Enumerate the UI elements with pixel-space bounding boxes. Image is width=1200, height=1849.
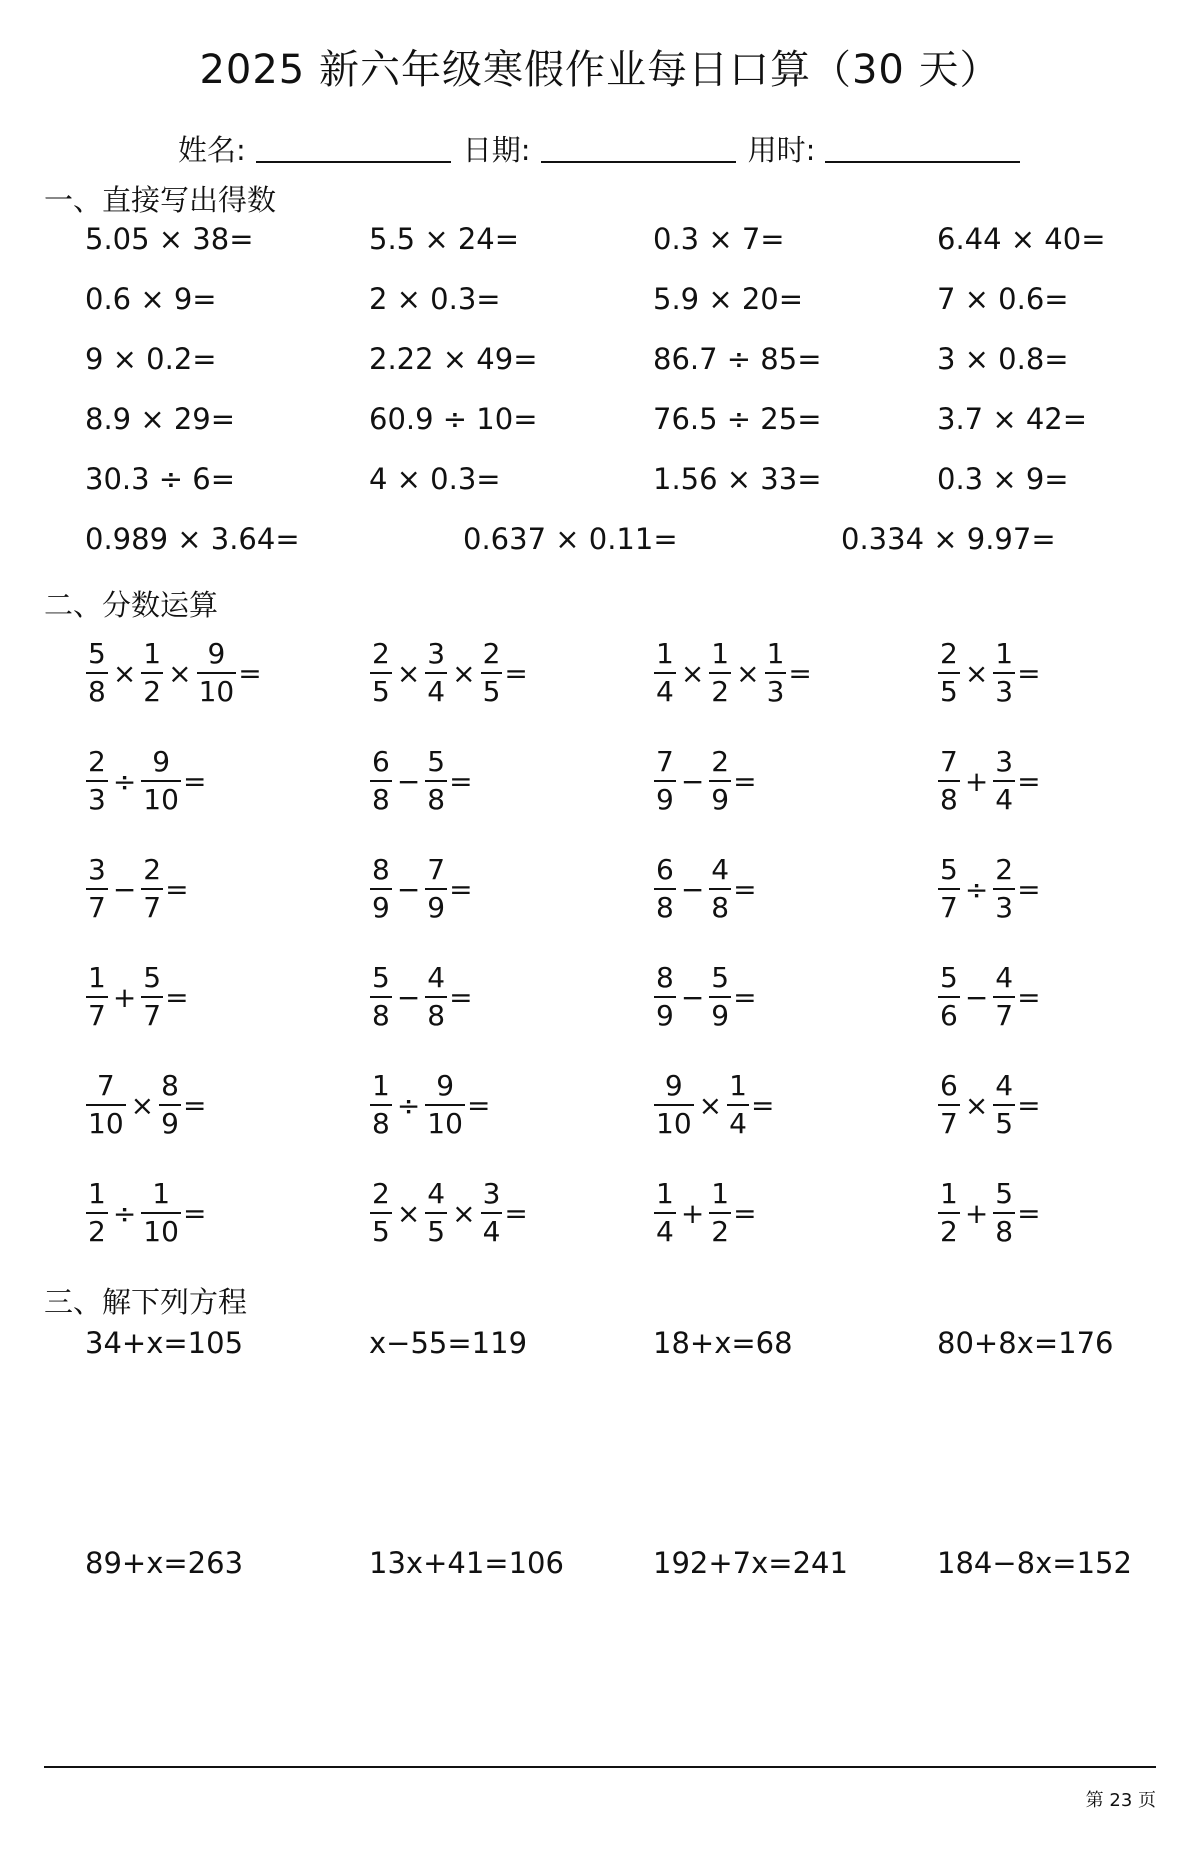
fraction-problem (937, 745, 1041, 816)
denominator: 9 (159, 1104, 181, 1138)
denominator: 2 (709, 672, 731, 706)
numerator: 4 (995, 1069, 1014, 1102)
equals-sign: = (449, 872, 473, 906)
equals-sign: = (733, 764, 757, 798)
numerator: 9 (436, 1069, 455, 1102)
numerator: 1 (88, 961, 106, 994)
direct-problem: 3.7 × 42= (937, 402, 1088, 436)
operator: × (130, 1088, 155, 1122)
operator: × (964, 1088, 989, 1122)
numerator: 3 (427, 637, 446, 670)
fraction (370, 1177, 392, 1248)
operator: − (964, 980, 989, 1014)
fraction (654, 961, 676, 1032)
fraction (993, 961, 1015, 1032)
numerator: 2 (372, 1177, 390, 1210)
equation-problem: 34+x=105 (85, 1326, 244, 1360)
fraction (197, 637, 237, 708)
equals-sign: = (238, 656, 262, 690)
numerator: 2 (711, 745, 730, 778)
denominator: 9 (654, 996, 676, 1030)
fraction (86, 853, 108, 924)
fraction (159, 1069, 181, 1140)
numerator: 5 (711, 961, 730, 994)
operator: × (736, 656, 760, 690)
direct-problem: 4 × 0.3= (369, 462, 501, 496)
fraction (727, 1069, 749, 1140)
numerator: 6 (940, 1069, 958, 1102)
numerator: 2 (482, 637, 501, 670)
direct-problem: 0.3 × 9= (937, 462, 1069, 496)
time-label: 用时: (747, 133, 816, 167)
fraction (938, 745, 960, 816)
denominator: 5 (370, 672, 392, 706)
fraction (425, 637, 447, 708)
fraction-problem (653, 637, 812, 708)
denominator: 8 (709, 888, 731, 922)
numerator: 1 (656, 637, 674, 670)
equals-sign: = (449, 764, 473, 798)
operator: × (964, 656, 989, 690)
equals-sign: = (733, 1196, 757, 1230)
direct-problem: 9 × 0.2= (85, 342, 217, 376)
denominator: 3 (993, 672, 1015, 706)
date-blank (541, 160, 736, 163)
fraction (709, 745, 731, 816)
operator: + (964, 764, 989, 798)
equals-sign: = (733, 980, 757, 1014)
equals-sign: = (733, 872, 757, 906)
fraction (993, 1177, 1015, 1248)
equals-sign: = (165, 872, 189, 906)
numerator: 5 (143, 961, 162, 994)
fraction (481, 637, 503, 708)
denominator: 10 (141, 780, 181, 814)
numerator: 9 (152, 745, 171, 778)
denominator: 8 (425, 780, 447, 814)
numerator: 4 (711, 853, 730, 886)
denominator: 3 (993, 888, 1015, 922)
fraction (709, 1177, 731, 1248)
direct-problem: 7 × 0.6= (937, 282, 1069, 316)
fraction-problem (85, 1177, 207, 1248)
fraction (86, 1069, 126, 1140)
fraction (86, 745, 108, 816)
numerator: 7 (656, 745, 674, 778)
equals-sign: = (449, 980, 473, 1014)
denominator: 7 (938, 888, 960, 922)
denominator: 7 (993, 996, 1015, 1030)
direct-problem: 76.5 ÷ 25= (653, 402, 822, 436)
operator: ÷ (112, 1196, 137, 1230)
equals-sign: = (1017, 980, 1041, 1014)
fraction-problem (85, 637, 262, 708)
denominator: 2 (938, 1212, 960, 1246)
operator: − (680, 872, 705, 906)
operator: ÷ (964, 872, 989, 906)
fraction (993, 745, 1015, 816)
fraction (938, 853, 960, 924)
denominator: 10 (86, 1104, 126, 1138)
denominator: 8 (86, 672, 108, 706)
operator: × (168, 656, 192, 690)
fraction-problem (653, 745, 757, 816)
numerator: 1 (711, 637, 730, 670)
date-label: 日期: (462, 133, 531, 167)
fraction (86, 1177, 108, 1248)
numerator: 5 (88, 637, 106, 670)
direct-problem: 1.56 × 33= (653, 462, 822, 496)
fraction (425, 1177, 447, 1248)
denominator: 2 (709, 1212, 731, 1246)
direct-problem: 5.5 × 24= (369, 222, 520, 256)
fraction-problem (653, 853, 757, 924)
denominator: 8 (993, 1212, 1015, 1246)
fraction (141, 853, 163, 924)
equals-sign: = (1017, 1088, 1041, 1122)
direct-problem: 2 × 0.3= (369, 282, 501, 316)
fraction-problem (369, 853, 473, 924)
numerator: 4 (995, 961, 1014, 994)
name-blank (256, 160, 451, 163)
numerator: 3 (482, 1177, 501, 1210)
numerator: 4 (427, 1177, 446, 1210)
fraction (425, 745, 447, 816)
fraction (425, 961, 447, 1032)
footer-divider (44, 1766, 1156, 1768)
denominator: 8 (370, 996, 392, 1030)
operator: × (112, 656, 137, 690)
direct-problem: 60.9 ÷ 10= (369, 402, 538, 436)
fraction (938, 961, 960, 1032)
equals-sign: = (466, 1088, 491, 1122)
direct-problem: 2.22 × 49= (369, 342, 538, 376)
fraction-problem (369, 961, 473, 1032)
direct-problem: 0.3 × 7= (653, 222, 785, 256)
denominator: 5 (481, 672, 503, 706)
operator: − (396, 764, 421, 798)
denominator: 5 (993, 1104, 1015, 1138)
fraction-problem (937, 961, 1041, 1032)
fraction (141, 637, 163, 708)
fraction (709, 961, 731, 1032)
fraction (141, 1177, 181, 1248)
operator: + (680, 1196, 705, 1230)
numerator: 8 (656, 961, 674, 994)
denominator: 6 (938, 996, 960, 1030)
denominator: 4 (481, 1212, 503, 1246)
page-title: 2025 新六年级寒假作业每日口算（30 天） (199, 47, 1001, 93)
denominator: 7 (86, 888, 108, 922)
denominator: 9 (709, 996, 731, 1030)
operator: × (452, 1196, 476, 1230)
fraction (86, 961, 108, 1032)
equation-problem: 89+x=263 (85, 1546, 244, 1580)
numerator: 2 (143, 853, 162, 886)
fraction (938, 1177, 960, 1248)
denominator: 4 (993, 780, 1015, 814)
denominator: 2 (141, 672, 163, 706)
equals-sign: = (1017, 764, 1041, 798)
fraction-problem (369, 745, 473, 816)
name-label: 姓名: (178, 133, 246, 167)
fraction-problem (85, 745, 207, 816)
numerator: 1 (995, 637, 1014, 670)
direct-problem: 0.334 × 9.97= (841, 522, 1056, 556)
fraction (938, 1069, 960, 1140)
numerator: 1 (88, 1177, 106, 1210)
fraction-problem (937, 1069, 1041, 1140)
numerator: 5 (372, 961, 390, 994)
numerator: 3 (995, 745, 1014, 778)
denominator: 3 (86, 780, 108, 814)
direct-problem: 0.637 × 0.11= (463, 522, 678, 556)
direct-problem: 0.989 × 3.64= (85, 522, 300, 556)
equals-sign: = (182, 764, 207, 798)
numerator: 9 (664, 1069, 683, 1102)
denominator: 5 (938, 672, 960, 706)
denominator: 4 (727, 1104, 749, 1138)
equals-sign: = (182, 1088, 207, 1122)
denominator: 5 (370, 1212, 392, 1246)
denominator: 9 (370, 888, 392, 922)
time-blank (825, 160, 1020, 163)
operator: × (698, 1088, 723, 1122)
fraction-problem (653, 961, 757, 1032)
equation-problem: 184−8x=152 (937, 1546, 1132, 1580)
equals-sign: = (1017, 656, 1041, 690)
equation-problem: 80+8x=176 (937, 1326, 1114, 1360)
numerator: 2 (940, 637, 958, 670)
fraction (141, 961, 163, 1032)
section-heading-equations: 三、解下列方程 (44, 1285, 248, 1319)
numerator: 1 (940, 1177, 958, 1210)
operator: × (680, 656, 705, 690)
denominator: 8 (370, 1104, 392, 1138)
numerator: 1 (152, 1177, 171, 1210)
numerator: 6 (372, 745, 390, 778)
fraction (370, 637, 392, 708)
direct-problem: 3 × 0.8= (937, 342, 1069, 376)
fraction (370, 853, 392, 924)
denominator: 5 (425, 1212, 447, 1246)
equals-sign: = (504, 656, 528, 690)
equals-sign: = (1017, 1196, 1041, 1230)
denominator: 10 (425, 1104, 465, 1138)
denominator: 3 (765, 672, 787, 706)
equals-sign: = (165, 980, 189, 1014)
numerator: 8 (161, 1069, 179, 1102)
denominator: 7 (938, 1104, 960, 1138)
fraction (370, 1069, 392, 1140)
denominator: 4 (654, 1212, 676, 1246)
numerator: 1 (143, 637, 162, 670)
operator: × (396, 1196, 421, 1230)
operator: ÷ (396, 1088, 421, 1122)
fraction (654, 1177, 676, 1248)
fraction-problem (369, 1069, 491, 1140)
operator: − (396, 872, 421, 906)
fraction-problem (369, 1177, 528, 1248)
equation-problem: 18+x=68 (653, 1326, 793, 1360)
denominator: 10 (654, 1104, 694, 1138)
operator: − (396, 980, 421, 1014)
fraction (765, 637, 787, 708)
numerator: 5 (427, 745, 446, 778)
direct-problem: 0.6 × 9= (85, 282, 217, 316)
numerator: 6 (656, 853, 674, 886)
numerator: 5 (995, 1177, 1014, 1210)
numerator: 7 (940, 745, 958, 778)
fraction (141, 745, 181, 816)
fraction (709, 637, 731, 708)
operator: ÷ (112, 764, 137, 798)
numerator: 7 (96, 1069, 115, 1102)
equals-sign: = (504, 1196, 528, 1230)
page-number: 第 23 页 (1085, 1790, 1156, 1811)
operator: − (680, 764, 705, 798)
operator: − (112, 872, 137, 906)
denominator: 9 (654, 780, 676, 814)
numerator: 3 (88, 853, 106, 886)
numerator: 1 (766, 637, 785, 670)
direct-problem: 86.7 ÷ 85= (653, 342, 822, 376)
fraction (370, 745, 392, 816)
numerator: 2 (372, 637, 390, 670)
operator: + (964, 1196, 989, 1230)
equals-sign: = (788, 656, 812, 690)
section-heading-fractions: 二、分数运算 (44, 588, 219, 622)
numerator: 2 (88, 745, 106, 778)
fraction-problem (369, 637, 528, 708)
numerator: 1 (711, 1177, 730, 1210)
fraction (86, 637, 108, 708)
fraction-problem (85, 961, 189, 1032)
denominator: 8 (654, 888, 676, 922)
fraction (425, 1069, 465, 1140)
denominator: 8 (370, 780, 392, 814)
fraction (938, 637, 960, 708)
fraction-problem (937, 637, 1041, 708)
denominator: 10 (197, 672, 237, 706)
direct-problem: 30.3 ÷ 6= (85, 462, 236, 496)
fraction (654, 745, 676, 816)
direct-problem: 6.44 × 40= (937, 222, 1106, 256)
denominator: 9 (709, 780, 731, 814)
fraction-problem (937, 1177, 1041, 1248)
denominator: 7 (141, 888, 163, 922)
denominator: 4 (654, 672, 676, 706)
numerator: 4 (427, 961, 446, 994)
equation-problem: x−55=119 (369, 1326, 528, 1360)
denominator: 9 (425, 888, 447, 922)
numerator: 5 (940, 961, 958, 994)
fraction (481, 1177, 503, 1248)
fraction-problem (653, 1069, 775, 1140)
numerator: 1 (729, 1069, 747, 1102)
equation-problem: 13x+41=106 (369, 1546, 564, 1580)
operator: + (112, 980, 137, 1014)
direct-problem: 5.05 × 38= (85, 222, 254, 256)
student-info-line (178, 128, 1032, 169)
numerator: 1 (372, 1069, 390, 1102)
fraction (654, 853, 676, 924)
fraction (993, 1069, 1015, 1140)
numerator: 7 (427, 853, 446, 886)
fraction-problem (85, 853, 189, 924)
fraction (993, 853, 1015, 924)
denominator: 4 (425, 672, 447, 706)
fraction (654, 637, 676, 708)
fraction (709, 853, 731, 924)
fraction (654, 1069, 694, 1140)
numerator: 5 (940, 853, 958, 886)
fraction (370, 961, 392, 1032)
numerator: 2 (995, 853, 1014, 886)
fraction-problem (937, 853, 1041, 924)
denominator: 2 (86, 1212, 108, 1246)
numerator: 8 (372, 853, 390, 886)
operator: × (452, 656, 476, 690)
denominator: 7 (86, 996, 108, 1030)
direct-problem: 5.9 × 20= (653, 282, 804, 316)
operator: − (680, 980, 705, 1014)
fraction (993, 637, 1015, 708)
fraction-problem (653, 1177, 757, 1248)
operator: × (396, 656, 421, 690)
denominator: 10 (141, 1212, 181, 1246)
equals-sign: = (750, 1088, 775, 1122)
equation-problem: 192+7x=241 (653, 1546, 848, 1580)
numerator: 9 (207, 637, 226, 670)
fraction (425, 853, 447, 924)
direct-problem: 8.9 × 29= (85, 402, 236, 436)
denominator: 7 (141, 996, 163, 1030)
section-heading-direct: 一、直接写出得数 (44, 183, 277, 217)
denominator: 8 (425, 996, 447, 1030)
numerator: 1 (656, 1177, 674, 1210)
equals-sign: = (1017, 872, 1041, 906)
equals-sign: = (182, 1196, 207, 1230)
denominator: 8 (938, 780, 960, 814)
fraction-problem (85, 1069, 207, 1140)
